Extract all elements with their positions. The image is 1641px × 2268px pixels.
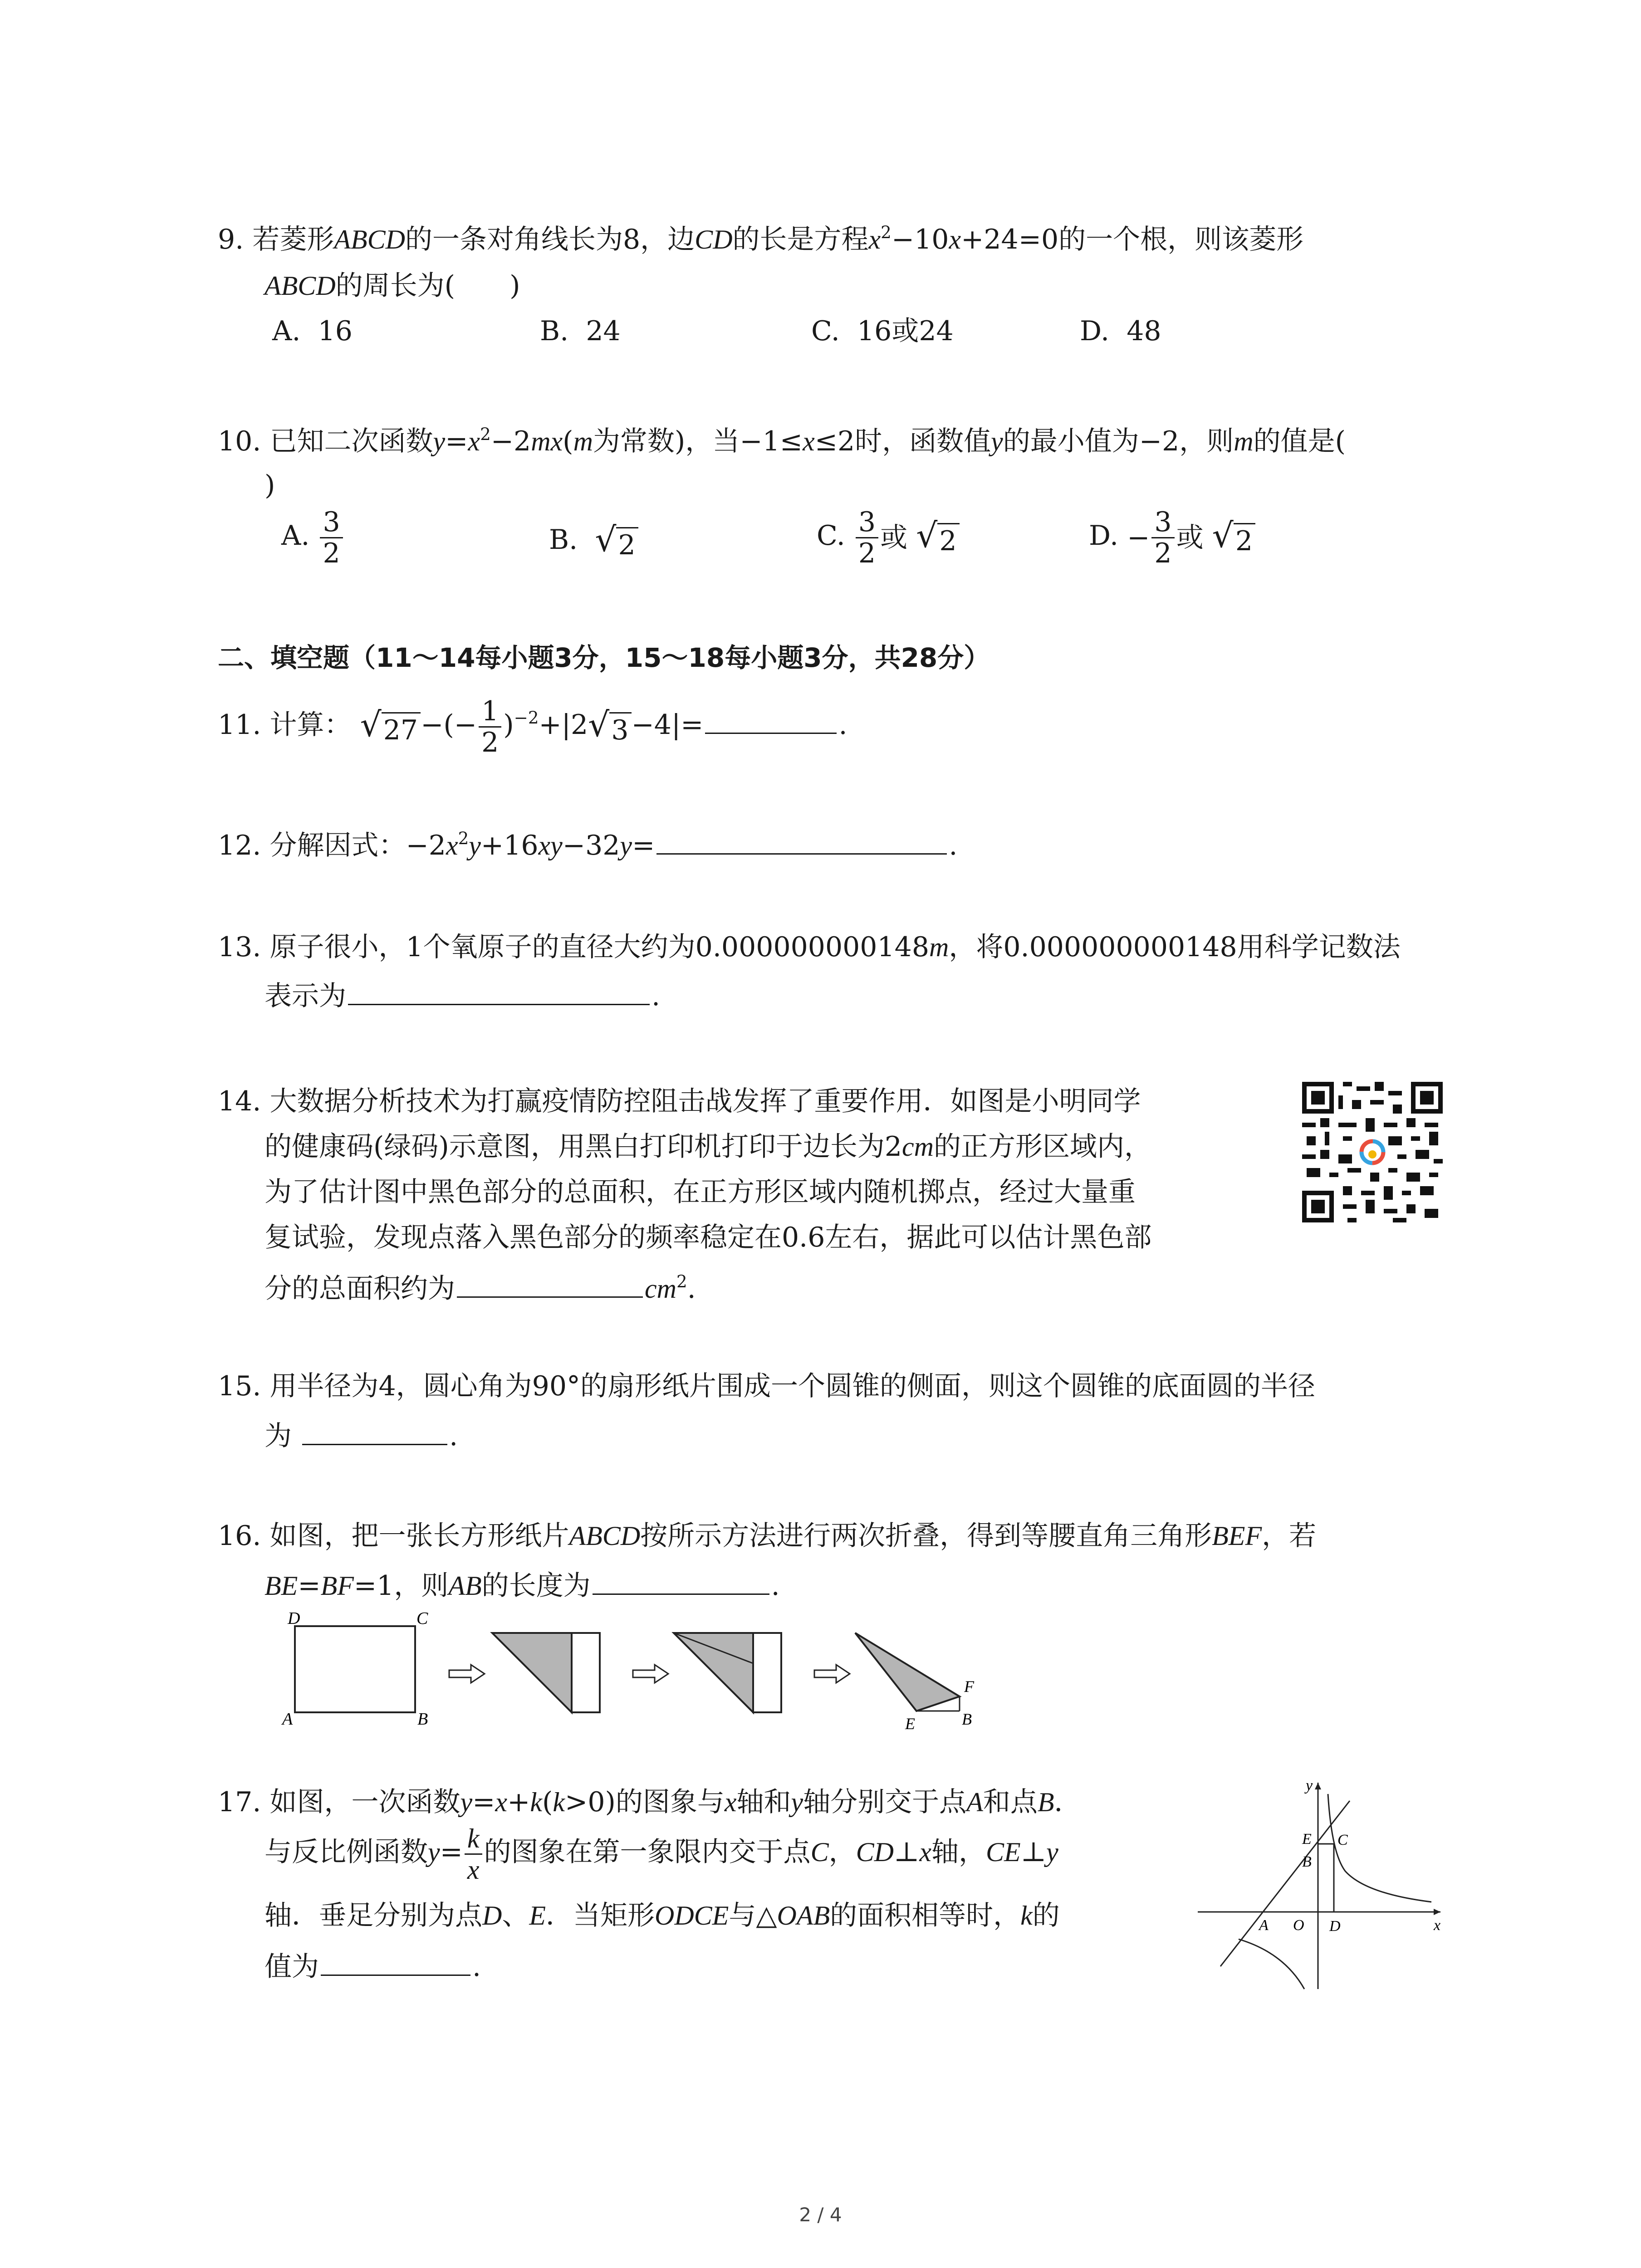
q14-unit: cm <box>645 1274 676 1304</box>
q10-var: y <box>433 426 446 456</box>
q9-number: 9. <box>218 224 244 255</box>
q17-var: C <box>810 1837 829 1867</box>
answer-blank[interactable] <box>593 1567 769 1595</box>
q12-line <box>218 827 957 866</box>
q17-var: y <box>460 1787 473 1817</box>
sqrt: √27 <box>360 708 421 746</box>
q11-line <box>218 696 847 760</box>
option-text: − <box>1127 522 1150 554</box>
q9-line1 <box>218 222 1303 260</box>
q10-var: x <box>468 426 480 456</box>
q14-text: 大数据分析技术为打赢疫情防控阻击战发挥了重要作用．如图是小明同学 <box>269 1085 1141 1117</box>
q9-text: 若菱形 <box>252 224 334 255</box>
fraction <box>479 696 501 758</box>
q10-text: = <box>445 425 468 457</box>
label-e: E <box>905 1715 915 1733</box>
label-d: D <box>1329 1918 1341 1935</box>
q13-text: . <box>652 980 661 1012</box>
q14-line4 <box>265 1220 1151 1255</box>
q16-line1 <box>218 1519 1316 1553</box>
option-text: 48 <box>1127 315 1161 347</box>
q12-text: −32 <box>562 830 620 861</box>
option-label: B. <box>540 315 569 347</box>
answer-blank[interactable] <box>705 706 837 734</box>
sqrt: √3 <box>588 708 631 746</box>
q17-text: 的 <box>1032 1900 1060 1931</box>
q14-text: . <box>687 1273 696 1305</box>
q17-line2 <box>265 1823 1058 1887</box>
q17-var: y <box>1046 1837 1058 1867</box>
q12-var: x <box>446 831 458 860</box>
answer-blank[interactable] <box>302 1418 447 1445</box>
q17-var: CE <box>986 1837 1021 1867</box>
q17-var: ODCE <box>655 1901 729 1931</box>
q10-text: ≤2时，函数值 <box>814 425 991 457</box>
q11-text: ) <box>503 709 514 741</box>
q17-var: k <box>553 1787 565 1817</box>
numerator: 3 <box>1151 507 1174 538</box>
q17-line3 <box>265 1898 1060 1933</box>
label-c: C <box>1337 1832 1348 1848</box>
q17-text: 与反比例函数 <box>265 1836 428 1868</box>
q17-text: 的图象在第一象限内交于点 <box>484 1836 811 1868</box>
option-label: B. <box>549 524 578 556</box>
radicand: 2 <box>1234 523 1255 557</box>
arrow-icon <box>814 1665 850 1683</box>
q14-line2 <box>265 1129 1151 1164</box>
q10-text: −2 <box>490 425 531 457</box>
radicand: 2 <box>937 523 959 557</box>
q16-text: = <box>298 1570 321 1602</box>
q17-text: ．当矩形 <box>546 1900 655 1931</box>
q16-text: 按所示方法进行两次折叠，得到等腰直角三角形 <box>640 1520 1212 1552</box>
q13-var: m <box>929 932 949 962</box>
q13-number: 13. <box>218 931 261 963</box>
q17-var: A <box>966 1787 983 1817</box>
q17-var: y <box>791 1787 803 1817</box>
q11-number: 11. <box>218 709 261 741</box>
denominator: 2 <box>323 538 340 569</box>
q17-text: ⊥ <box>893 1836 920 1868</box>
fraction <box>465 1823 482 1885</box>
q16-line2 <box>265 1567 780 1603</box>
fraction <box>320 507 343 568</box>
q16-text: 如图，把一张长方形纸片 <box>269 1520 569 1552</box>
q17-text: ( <box>542 1786 553 1818</box>
q15-text: . <box>449 1420 458 1452</box>
denominator: 2 <box>481 727 499 758</box>
q10-var: y <box>991 426 1003 456</box>
q17-number: 17. <box>218 1786 261 1818</box>
option-label: D. <box>1089 520 1119 552</box>
fraction <box>856 507 878 568</box>
q12-text: +16 <box>480 830 539 861</box>
q9-exponent: 2 <box>881 222 892 242</box>
q14-text: 为了估计图中黑色部分的总面积，在正方形区域内随机掷点，经过大量重 <box>265 1176 1136 1208</box>
label-c: C <box>416 1609 428 1628</box>
q10-line2 <box>265 468 275 503</box>
q13-line1 <box>218 930 1401 964</box>
sqrt: √2 <box>916 518 959 557</box>
q14-line5 <box>265 1270 696 1309</box>
q12-text: = <box>632 830 655 861</box>
q11-text: 计算： <box>269 709 352 741</box>
q10-var: m <box>1234 426 1254 456</box>
q14-line3 <box>265 1175 1136 1209</box>
q14-text: 的正方形区域内， <box>933 1131 1151 1163</box>
q16-var: AB <box>448 1571 482 1601</box>
sqrt: √2 <box>1212 518 1255 557</box>
q16-text: 的长度为 <box>481 1570 591 1602</box>
arrow-icon <box>449 1665 485 1683</box>
q17-var: D <box>482 1901 502 1931</box>
q17-graph-diagram <box>1193 1776 1447 1994</box>
numerator: k <box>465 1823 482 1855</box>
fraction <box>1151 507 1174 568</box>
q17-line1 <box>218 1785 1082 1819</box>
q17-text: ， <box>828 1836 856 1868</box>
label-b: B <box>417 1710 428 1729</box>
q10-exponent: 2 <box>480 424 491 444</box>
q17-var: CD <box>856 1837 894 1867</box>
label-y: y <box>1306 1777 1313 1794</box>
q17-line4 <box>265 1948 481 1984</box>
q17-text: 轴和 <box>736 1786 791 1818</box>
q12-exponent: 2 <box>458 828 469 848</box>
q10-number: 10. <box>218 425 261 457</box>
radicand: 2 <box>616 527 638 561</box>
q13-text: ，将0.000000000148用科学记数法 <box>949 931 1401 963</box>
option-label: A. <box>281 520 310 552</box>
label-b: B <box>1302 1853 1312 1870</box>
label-f: F <box>964 1677 974 1696</box>
q10-text: 的最小值为−2，则 <box>1003 425 1234 457</box>
q14-exponent: 2 <box>676 1271 687 1291</box>
q9-abcd: ABCD <box>334 225 405 254</box>
q16-folding-diagram <box>272 1606 1016 1742</box>
q10-line1 <box>218 424 1346 462</box>
q15-line1 <box>218 1369 1315 1403</box>
q11-text: +|2 <box>539 709 588 741</box>
arrow-icon <box>633 1665 668 1683</box>
q17-text: = <box>440 1836 463 1868</box>
option-label: C. <box>811 315 840 347</box>
section-2-heading: 二、填空题（11～14每小题3分，15～18每小题3分，共28分） <box>218 642 990 673</box>
q17-text: 与△ <box>729 1900 777 1931</box>
q17-var: OAB <box>777 1901 830 1931</box>
q11-text: . <box>838 709 847 741</box>
q17-var: x <box>919 1837 932 1867</box>
q9-line2 <box>265 269 520 303</box>
q11-exponent: −2 <box>514 708 539 728</box>
q10-option-d <box>1089 507 1255 568</box>
label-e: E <box>1302 1831 1312 1848</box>
q10-option-b <box>549 520 638 561</box>
q17-text: 轴， <box>931 1836 986 1868</box>
radicand: 3 <box>609 712 631 746</box>
q17-var: k <box>530 1787 542 1817</box>
option-text: 16或24 <box>857 315 954 347</box>
q13-text: 表示为 <box>265 980 346 1012</box>
q10-text: ( <box>563 425 573 457</box>
q10-text: ) <box>265 469 275 501</box>
q13-line2 <box>265 978 660 1013</box>
option-text: 16 <box>318 315 353 347</box>
q15-number: 15. <box>218 1370 261 1402</box>
q17-var: B <box>1037 1787 1054 1817</box>
q9-text: −10 <box>891 224 949 255</box>
option-text: 或 <box>1176 522 1204 554</box>
option-label: D. <box>1080 315 1110 347</box>
q15-text: 为 <box>265 1420 292 1452</box>
q17-var: y <box>428 1837 440 1867</box>
q17-text: 值为 <box>265 1951 319 1983</box>
q9-option-c <box>811 314 954 348</box>
q9-option-b <box>540 314 621 348</box>
numerator: 3 <box>856 507 878 538</box>
q11-text: −4|= <box>631 709 704 741</box>
q12-var: y <box>469 831 481 860</box>
q16-text: . <box>771 1570 780 1602</box>
answer-blank[interactable] <box>457 1270 643 1298</box>
q17-text: 的面积相等时， <box>830 1900 1021 1931</box>
numerator: 3 <box>320 507 343 538</box>
q15-text: 用半径为4，圆心角为90°的扇形纸片围成一个圆锥的侧面，则这个圆锥的底面圆的半径 <box>269 1370 1316 1402</box>
q14-unit: cm <box>902 1132 934 1162</box>
q9-text: 的长是方程 <box>732 224 869 255</box>
q16-var: BEF <box>1212 1521 1262 1551</box>
page-number: 2 / 4 <box>799 2204 842 2226</box>
q17-text: . <box>472 1951 481 1983</box>
q9-x: x <box>868 225 881 254</box>
q10-option-c <box>817 507 960 568</box>
q14-text: 分的总面积约为 <box>265 1273 455 1305</box>
numerator: 1 <box>479 696 501 728</box>
label-a: A <box>282 1710 293 1729</box>
q17-var: x <box>724 1787 737 1817</box>
q9-option-a <box>272 314 353 348</box>
q16-text: ，若 <box>1262 1520 1317 1552</box>
q17-text: + <box>507 1786 530 1818</box>
q12-text: . <box>949 830 958 861</box>
answer-blank[interactable] <box>321 1948 470 1976</box>
sqrt: √2 <box>595 523 638 561</box>
q16-text: =1，则 <box>353 1570 449 1602</box>
q17-var: k <box>1020 1901 1033 1931</box>
health-code-qr-image <box>1298 1077 1447 1227</box>
q9-text: 的周长为( ) <box>335 270 520 302</box>
q17-text: ． <box>1054 1786 1082 1818</box>
q9-abcd: ABCD <box>265 271 336 301</box>
q10-var: x <box>803 426 815 456</box>
q10-option-a <box>281 507 345 568</box>
q15-line2 <box>265 1418 458 1453</box>
option-text: 或 <box>880 522 908 554</box>
label-b2: B <box>962 1710 972 1728</box>
answer-blank[interactable] <box>656 827 947 855</box>
q10-text: 已知二次函数 <box>269 425 433 457</box>
q17-text: >0)的图象与 <box>565 1786 725 1818</box>
q10-text: 的值是( <box>1253 425 1346 457</box>
q12-number: 12. <box>218 830 261 861</box>
q17-text: 轴．垂足分别为点 <box>265 1900 482 1931</box>
q16-var: ABCD <box>569 1521 641 1551</box>
q10-text: 为常数)，当−1≤ <box>593 425 803 457</box>
label-a: A <box>1259 1917 1269 1934</box>
q17-text: ⊥ <box>1020 1836 1047 1868</box>
label-x: x <box>1434 1917 1441 1934</box>
q13-text: 原子很小，1个氧原子的直径大约为0.000000000148 <box>269 931 930 963</box>
q12-text: 分解因式：−2 <box>269 830 446 861</box>
q17-text: 如图，一次函数 <box>269 1786 460 1818</box>
q17-var: x <box>495 1787 508 1817</box>
label-o: O <box>1293 1917 1304 1934</box>
q14-text: 复试验，发现点落入黑色部分的频率稳定在0.6左右，据此可以估计黑色部 <box>265 1222 1152 1253</box>
denominator: 2 <box>1154 538 1172 569</box>
q16-number: 16. <box>218 1520 261 1552</box>
q10-var: mx <box>531 426 563 456</box>
q11-text: −(− <box>421 709 477 741</box>
q14-line1 <box>218 1084 1141 1119</box>
q17-var: E <box>529 1901 546 1931</box>
q9-option-d <box>1080 314 1161 348</box>
q9-text: +24=0的一个根，则该菱形 <box>961 224 1304 255</box>
denominator: 2 <box>858 538 876 569</box>
q9-cd: CD <box>695 225 733 254</box>
q10-var: m <box>573 426 593 456</box>
option-label: A. <box>272 315 301 347</box>
q14-text: 的健康码(绿码)示意图，用黑白打印机打印于边长为2 <box>265 1131 902 1163</box>
q12-var: y <box>620 831 632 860</box>
label-d: D <box>288 1609 300 1628</box>
q16-var: BE <box>265 1571 298 1601</box>
option-text: 24 <box>586 315 621 347</box>
radicand: 27 <box>382 712 421 746</box>
q14-number: 14. <box>218 1085 261 1117</box>
answer-blank[interactable] <box>348 978 650 1005</box>
q16-var: BF <box>320 1571 354 1601</box>
q9-text: 的一条对角线长为8，边 <box>405 224 695 255</box>
q12-var: xy <box>538 831 563 860</box>
q17-text: = <box>472 1786 495 1818</box>
q9-x: x <box>949 225 961 254</box>
q17-text: 和点 <box>983 1786 1038 1818</box>
q17-text: 轴分别交于点 <box>803 1786 967 1818</box>
q17-text: 、 <box>502 1900 529 1931</box>
option-label: C. <box>817 520 845 552</box>
denominator: x <box>467 1855 480 1885</box>
